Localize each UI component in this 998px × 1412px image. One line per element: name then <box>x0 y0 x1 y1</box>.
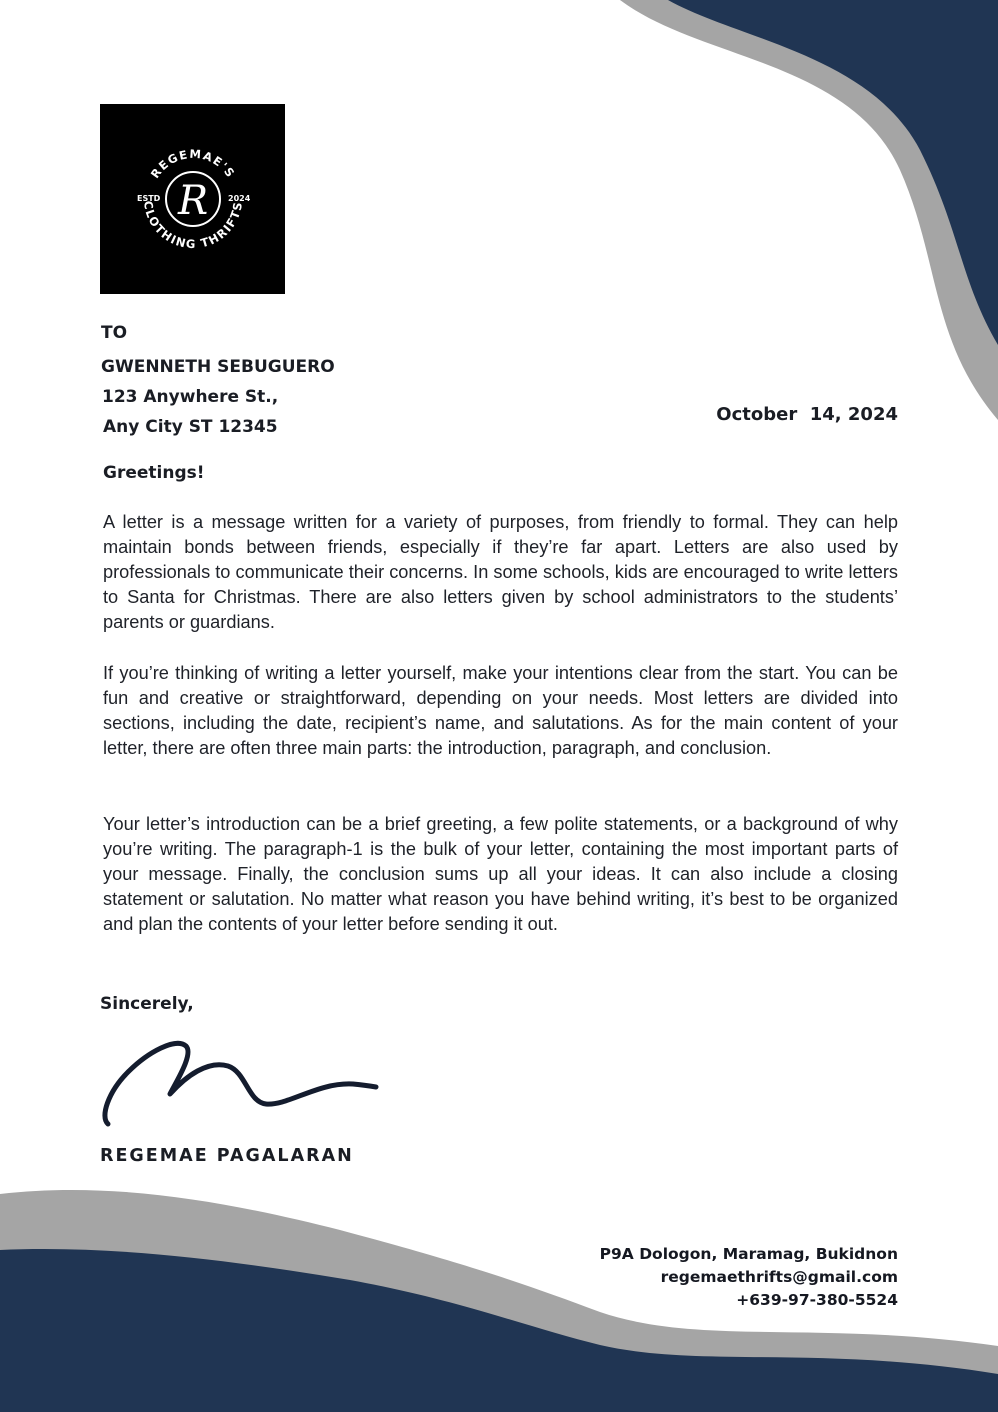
body-paragraph-1: A letter is a message written for a variety of purposes, from friendly to formal. They can help maintain bonds between friends, especially if they’re far apart. Letters are also used by professionals to communicate their concerns. In some schools, kids are encouraged to write letters to Santa for Christmas. There are also letters given by school administrators to the students’ parents or guardians. <box>103 512 898 632</box>
greeting: Greetings! <box>103 463 205 483</box>
closing: Sincerely, <box>100 994 194 1014</box>
footer-address: P9A Dologon, Maramag, Bukidnon <box>599 1245 898 1263</box>
svg-text:REGEMAE'S <box>148 147 238 181</box>
to-label: TO <box>101 323 128 343</box>
logo-emblem <box>100 104 285 294</box>
recipient-address-line2: Any City ST 12345 <box>103 417 278 437</box>
recipient-address-line1: 123 Anywhere St., <box>102 387 279 407</box>
body-paragraph-2: If you’re thinking of writing a letter yourself, make your intentions clear from the start. You can be fun and creative or straightforward, depending on your needs. Most letters are divided into sections, including the date, recipient’s name, and salutations. As for the main content of your letter, there are often three main parts: the introduction, paragraph, and conclusion. <box>103 663 898 758</box>
letter-date: October 14, 2024 <box>716 404 898 425</box>
recipient-name: GWENNETH SEBUGUERO <box>101 357 335 377</box>
logo-estd-label: ESTD <box>137 194 161 203</box>
signer-name: REGEMAE PAGALARAN <box>100 1146 354 1166</box>
logo-estd-year: 2024 <box>228 194 251 203</box>
body-paragraph-3: Your letter’s introduction can be a brief greeting, a few polite statements, or a background of why you’re writing. The paragraph-1 is the bulk of your letter, containing the most important parts of your message. Finally, the conclusion sums up all your ideas. It can also include a closing statement or salutation. No matter what reason you have behind writing, it’s best to be organized and plan the contents of your letter before sending it out. <box>103 814 898 934</box>
signature <box>98 1032 383 1132</box>
logo-brand-top: REGEMAE'S <box>147 146 239 181</box>
footer-contact <box>600 1243 898 1312</box>
footer-phone: +639-97-380-5524 <box>736 1291 898 1309</box>
company-logo <box>100 104 285 294</box>
logo-monogram: R <box>177 178 209 224</box>
logo-brand-bottom: CLOTHING THRIFTS <box>140 199 246 252</box>
footer-email: regemaethrifts@gmail.com <box>660 1268 898 1286</box>
